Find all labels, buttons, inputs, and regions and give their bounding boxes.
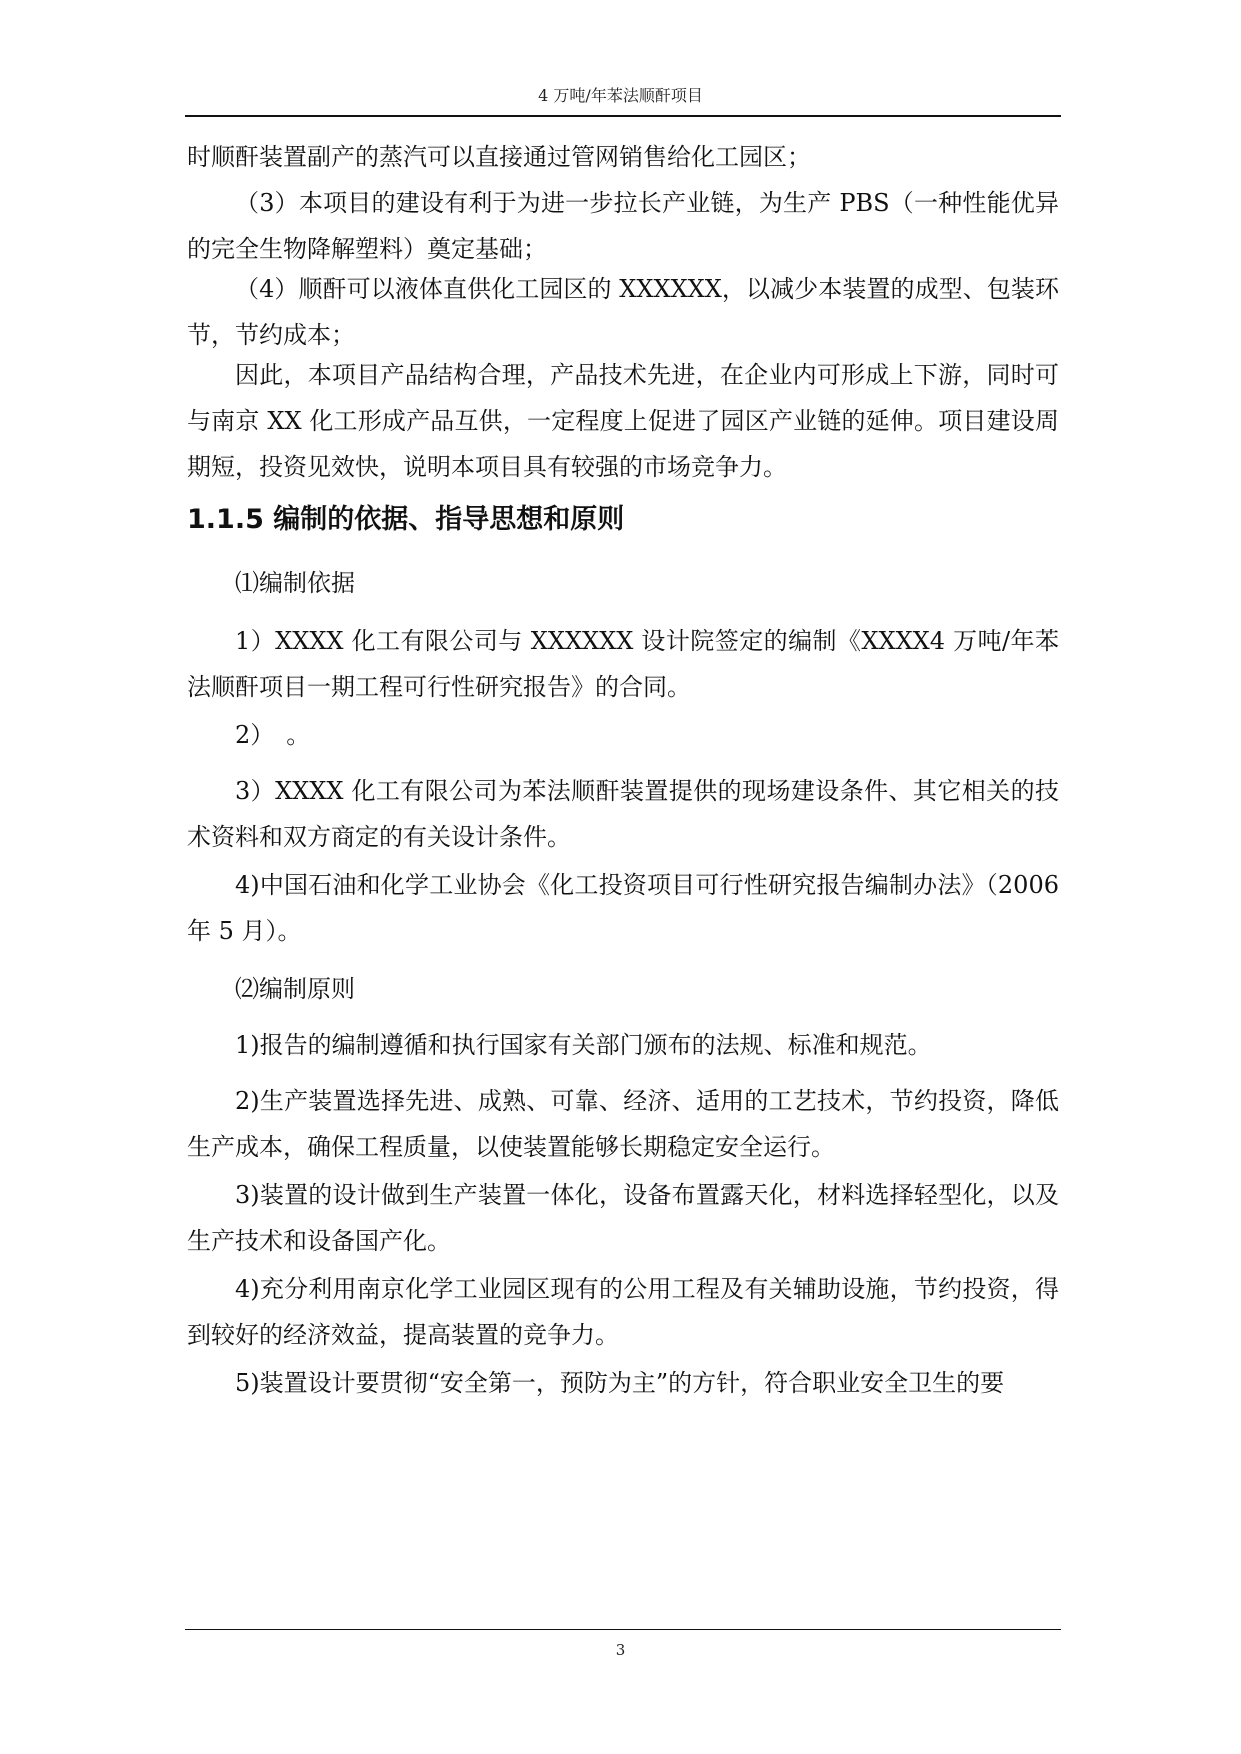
principle-item-2: 2)生产装置选择先进、成熟、可靠、经济、适用的工艺技术，节约投资，降低生产成本，确保工程质量，以使装置能够长期稳定安全运行。 bbox=[187, 1087, 1059, 1161]
principle-item-5: 5)装置设计要贯彻“安全第一，预防为主”的方针，符合职业安全卫生的要 bbox=[235, 1369, 1005, 1397]
principle-subtitle: ⑵编制原则 bbox=[235, 975, 355, 1003]
basis-item-4: 4)中国石油和化学工业协会《化工投资项目可行性研究报告编制办法》（2006 年 5 月）。 bbox=[187, 871, 1059, 945]
basis-item-1: 1）XXXX 化工有限公司与 XXXXXX 设计院签定的编制《XXXX4 万吨/年苯法顺酐项目一期工程可行性研究报告》的合同。 bbox=[187, 627, 1059, 701]
paragraph-item-3: （3）本项目的建设有利于为进一步拉长产业链，为生产 PBS（一种性能优异的完全生物降解塑料）奠定基础； bbox=[187, 189, 1059, 263]
basis-item-2: 2） 。 bbox=[235, 721, 311, 749]
basis-item-3: 3）XXXX 化工有限公司为苯法顺酐装置提供的现场建设条件、其它相关的技术资料和双方商定的有关设计条件。 bbox=[187, 777, 1059, 851]
page-number: 3 bbox=[615, 1641, 626, 1659]
principle-item-3: 3)装置的设计做到生产装置一体化，设备布置露天化，材料选择轻型化，以及生产技术和设备国产化。 bbox=[187, 1181, 1059, 1255]
principle-item-1: 1)报告的编制遵循和执行国家有关部门颁布的法规、标准和规范。 bbox=[235, 1031, 932, 1059]
principle-item-4: 4)充分利用南京化学工业园区现有的公用工程及有关辅助设施，节约投资，得到较好的经济效益，提高装置的竞争力。 bbox=[187, 1275, 1059, 1349]
paragraph-item-4: （4）顺酐可以液体直供化工园区的 XXXXXX，以减少本装置的成型、包装环节，节约成本； bbox=[187, 275, 1059, 349]
section-heading: 1.1.5 编制的依据、指导思想和原则 bbox=[187, 504, 625, 535]
running-header: 4 万吨/年苯法顺酐项目 bbox=[538, 86, 703, 105]
header-divider bbox=[185, 115, 1061, 117]
basis-subtitle: ⑴编制依据 bbox=[235, 569, 355, 597]
paragraph-conclusion: 因此，本项目产品结构合理，产品技术先进，在企业内可形成上下游，同时可与南京 XX 化工形成产品互供，一定程度上促进了园区产业链的延伸。项目建设周期短，投资见效快，说明本项目具有较强的市场竞争力。 bbox=[187, 361, 1059, 481]
footer-divider bbox=[185, 1629, 1061, 1630]
paragraph-continued: 时顺酐装置副产的蒸汽可以直接通过管网销售给化工园区； bbox=[187, 143, 811, 171]
